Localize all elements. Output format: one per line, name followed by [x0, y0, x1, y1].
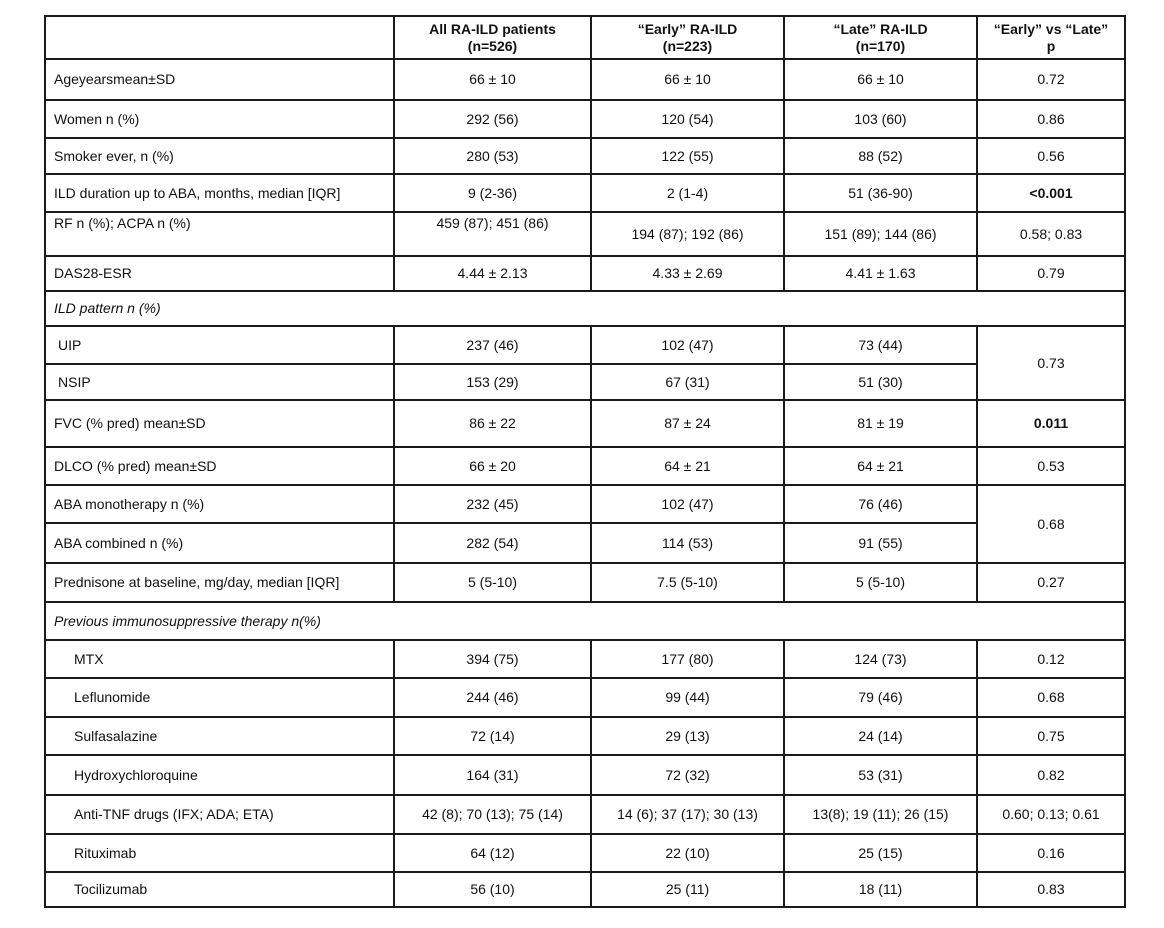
table-row — [45, 364, 1125, 400]
cell-all-patients: 9 (2-36) — [394, 174, 591, 212]
cell-all-patients: 394 (75) — [394, 640, 591, 678]
cell-all-patients: 244 (46) — [394, 678, 591, 717]
header-p-value — [977, 16, 1125, 59]
cell-late: 5 (5-10) — [784, 563, 977, 602]
cell-late: 4.41 ± 1.63 — [784, 256, 977, 291]
cell-early: 2 (1-4) — [591, 174, 784, 212]
header-n: (n=223) — [662, 37, 713, 54]
cell-p-value: 0.86 — [977, 100, 1125, 138]
table-row — [45, 678, 1125, 717]
cell-early: 14 (6); 37 (17); 30 (13) — [591, 795, 784, 834]
cell-all-patients: 5 (5-10) — [394, 563, 591, 602]
cell-p-value: <0.001 — [977, 174, 1125, 212]
cell-late: 24 (14) — [784, 717, 977, 755]
table-row — [45, 834, 1125, 872]
cell-late: 151 (89); 144 (86) — [784, 212, 977, 256]
cell-p-value: 0.79 — [977, 256, 1125, 291]
cell-p-value: 0.68 — [977, 485, 1125, 563]
cell-all-patients: 153 (29) — [394, 364, 591, 400]
cell-all-patients: 56 (10) — [394, 872, 591, 907]
row-label: Rituximab — [45, 834, 394, 872]
row-label: MTX — [45, 640, 394, 678]
section-heading: ILD pattern n (%) — [45, 291, 1125, 326]
row-label: Women n (%) — [45, 100, 394, 138]
row-label: FVC (% pred) mean±SD — [45, 400, 394, 447]
row-label: ABA monotherapy n (%) — [45, 485, 394, 523]
table-row — [45, 755, 1125, 795]
cell-all-patients: 42 (8); 70 (13); 75 (14) — [394, 795, 591, 834]
cell-early: 87 ± 24 — [591, 400, 784, 447]
table-row — [45, 400, 1125, 447]
cell-late: 18 (11) — [784, 872, 977, 907]
table-row — [45, 640, 1125, 678]
cell-early: 102 (47) — [591, 326, 784, 364]
cell-early: 114 (53) — [591, 523, 784, 563]
cell-late: 64 ± 21 — [784, 447, 977, 485]
row-label: Leflunomide — [45, 678, 394, 717]
cell-late: 53 (31) — [784, 755, 977, 795]
header-early — [591, 16, 784, 59]
cell-early: 67 (31) — [591, 364, 784, 400]
cell-early: 177 (80) — [591, 640, 784, 678]
table-row — [45, 138, 1125, 174]
row-label: Anti-TNF drugs (IFX; ADA; ETA) — [45, 795, 394, 834]
cell-all-patients: 292 (56) — [394, 100, 591, 138]
cell-early: 4.33 ± 2.69 — [591, 256, 784, 291]
cell-late: 91 (55) — [784, 523, 977, 563]
cell-late: 88 (52) — [784, 138, 977, 174]
baseline-characteristics-table — [44, 15, 1126, 908]
cell-early: 122 (55) — [591, 138, 784, 174]
row-label: Sulfasalazine — [45, 717, 394, 755]
cell-p-value: 0.27 — [977, 563, 1125, 602]
cell-late: 76 (46) — [784, 485, 977, 523]
table-row — [45, 795, 1125, 834]
cell-early: 66 ± 10 — [591, 59, 784, 100]
header-title: “Late” RA-ILD — [833, 20, 928, 37]
cell-late: 81 ± 19 — [784, 400, 977, 447]
cell-p-value: 0.72 — [977, 59, 1125, 100]
header-n: (n=170) — [855, 37, 906, 54]
table-row — [45, 59, 1125, 100]
cell-all-patients: 4.44 ± 2.13 — [394, 256, 591, 291]
table-row — [45, 563, 1125, 602]
cell-all-patients: 164 (31) — [394, 755, 591, 795]
cell-all-patients: 66 ± 20 — [394, 447, 591, 485]
cell-early: 194 (87); 192 (86) — [591, 212, 784, 256]
table-body — [45, 59, 1125, 907]
table-row — [45, 717, 1125, 755]
cell-p-value: 0.60; 0.13; 0.61 — [977, 795, 1125, 834]
cell-early: 25 (11) — [591, 872, 784, 907]
table-row — [45, 326, 1125, 364]
cell-early: 102 (47) — [591, 485, 784, 523]
header-empty — [45, 16, 394, 59]
cell-all-patients: 282 (54) — [394, 523, 591, 563]
cell-all-patients: 64 (12) — [394, 834, 591, 872]
cell-all-patients: 459 (87); 451 (86) — [394, 212, 591, 256]
table-row — [45, 485, 1125, 523]
header-row — [45, 16, 1125, 59]
cell-p-value: 0.53 — [977, 447, 1125, 485]
row-label: ABA combined n (%) — [45, 523, 394, 563]
table-row — [45, 447, 1125, 485]
cell-late: 25 (15) — [784, 834, 977, 872]
cell-early: 72 (32) — [591, 755, 784, 795]
cell-late: 51 (30) — [784, 364, 977, 400]
cell-early: 29 (13) — [591, 717, 784, 755]
row-label: Tocilizumab — [45, 872, 394, 907]
header-late — [784, 16, 977, 59]
table-row — [45, 100, 1125, 138]
header-n: (n=526) — [467, 37, 518, 54]
cell-late: 73 (44) — [784, 326, 977, 364]
table-row — [45, 212, 1125, 256]
row-label: Ageyearsmean±SD — [45, 59, 394, 100]
row-label: Smoker ever, n (%) — [45, 138, 394, 174]
row-label: NSIP — [45, 364, 394, 400]
cell-all-patients: 86 ± 22 — [394, 400, 591, 447]
cell-early: 7.5 (5-10) — [591, 563, 784, 602]
row-label: Hydroxychloroquine — [45, 755, 394, 795]
cell-all-patients: 232 (45) — [394, 485, 591, 523]
section-heading: Previous immunosuppressive therapy n(%) — [45, 602, 1125, 640]
row-label: Prednisone at baseline, mg/day, median [IQR] — [45, 563, 394, 602]
table-row — [45, 872, 1125, 907]
cell-p-value: 0.011 — [977, 400, 1125, 447]
header-all-patients — [394, 16, 591, 59]
header-p: p — [1046, 37, 1056, 54]
header-title: “Early” vs “Late” — [993, 20, 1109, 37]
header-title: All RA-ILD patients — [429, 20, 556, 37]
row-label: DAS28-ESR — [45, 256, 394, 291]
section-row — [45, 602, 1125, 640]
cell-p-value: 0.16 — [977, 834, 1125, 872]
cell-late: 103 (60) — [784, 100, 977, 138]
cell-p-value: 0.83 — [977, 872, 1125, 907]
row-label: UIP — [45, 326, 394, 364]
header-title: “Early” RA-ILD — [637, 20, 738, 37]
table-row — [45, 174, 1125, 212]
cell-all-patients: 280 (53) — [394, 138, 591, 174]
cell-early: 22 (10) — [591, 834, 784, 872]
cell-all-patients: 72 (14) — [394, 717, 591, 755]
cell-p-value: 0.68 — [977, 678, 1125, 717]
cell-p-value: 0.56 — [977, 138, 1125, 174]
cell-p-value: 0.73 — [977, 326, 1125, 400]
cell-p-value: 0.75 — [977, 717, 1125, 755]
cell-early: 64 ± 21 — [591, 447, 784, 485]
row-label: ILD duration up to ABA, months, median [IQR] — [45, 174, 394, 212]
row-label: DLCO (% pred) mean±SD — [45, 447, 394, 485]
cell-all-patients: 237 (46) — [394, 326, 591, 364]
section-row — [45, 291, 1125, 326]
cell-late: 124 (73) — [784, 640, 977, 678]
cell-p-value: 0.12 — [977, 640, 1125, 678]
cell-p-value: 0.82 — [977, 755, 1125, 795]
row-label: RF n (%); ACPA n (%) — [45, 212, 394, 256]
cell-late: 66 ± 10 — [784, 59, 977, 100]
cell-late: 51 (36-90) — [784, 174, 977, 212]
table-row — [45, 523, 1125, 563]
cell-late: 79 (46) — [784, 678, 977, 717]
cell-early: 120 (54) — [591, 100, 784, 138]
cell-p-value: 0.58; 0.83 — [977, 212, 1125, 256]
cell-late: 13(8); 19 (11); 26 (15) — [784, 795, 977, 834]
cell-all-patients: 66 ± 10 — [394, 59, 591, 100]
table-row — [45, 256, 1125, 291]
cell-early: 99 (44) — [591, 678, 784, 717]
